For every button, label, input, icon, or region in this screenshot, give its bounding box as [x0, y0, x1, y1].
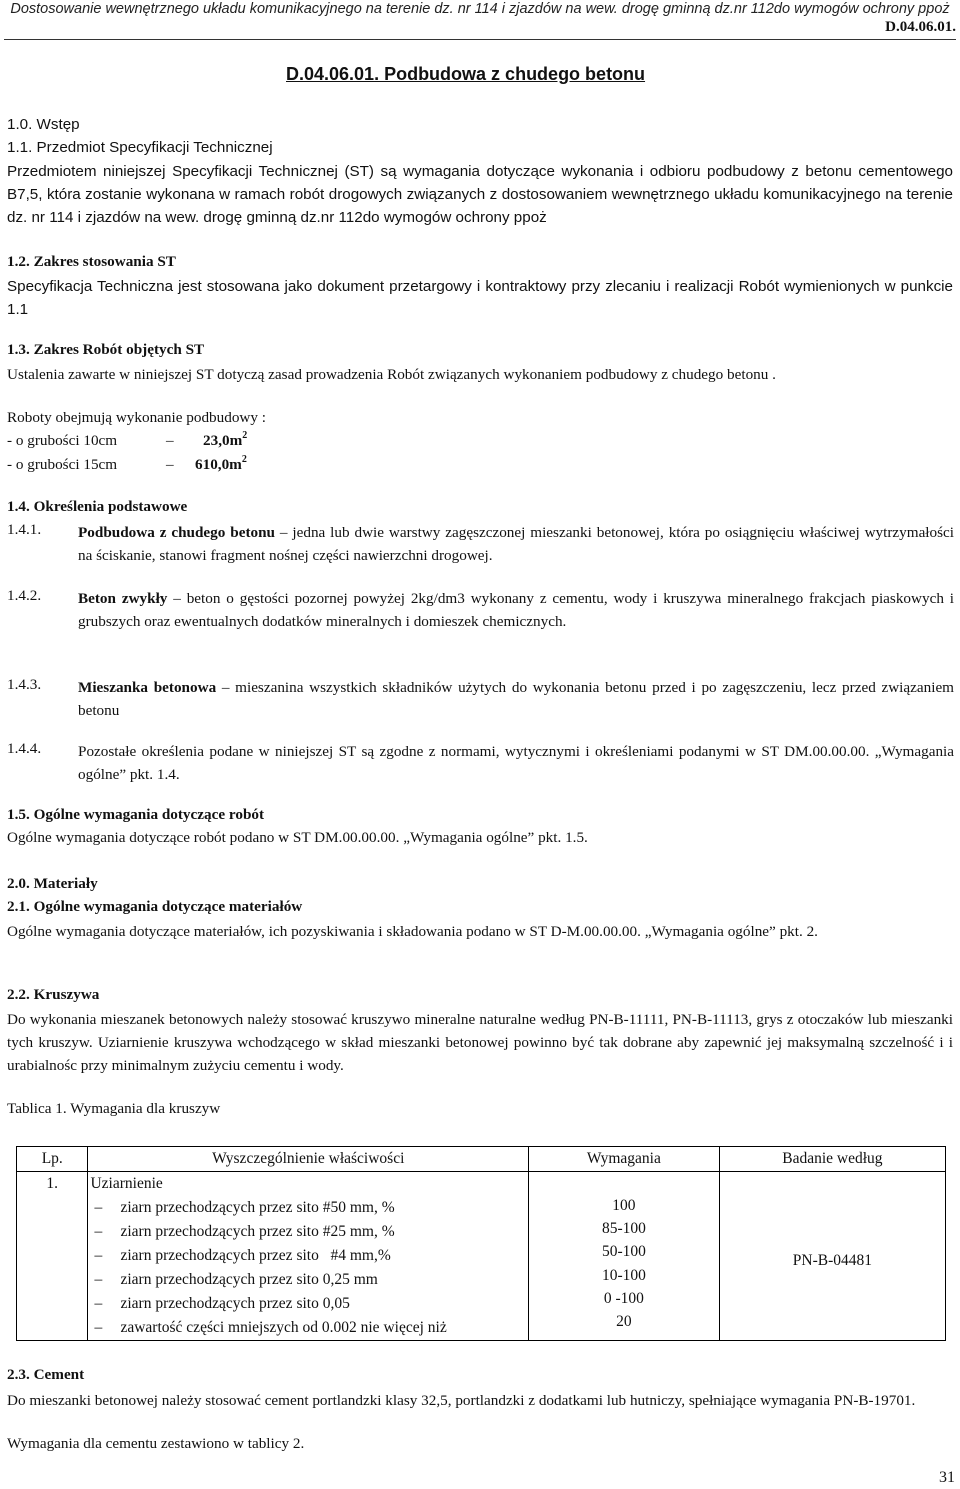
group-label: Uziarnienie — [90, 1175, 163, 1192]
column-header: Badanie według — [719, 1147, 945, 1172]
section-1-3-intro: Roboty obejmują wykonanie podbudowy : — [7, 409, 267, 426]
aggregate-requirements-table — [16, 1146, 946, 1341]
list-item: – ziarn przechodzących przez sito #50 mm, % — [94, 1199, 395, 1216]
document-title: D.04.06.01. Podbudowa z chudego betonu — [286, 64, 646, 84]
header-code: D.04.06.01. — [885, 19, 956, 35]
table-caption: Tablica 1. Wymagania dla kruszyw — [7, 1100, 221, 1117]
section-1-1-text: Przedmiotem niniejszej Specyfikacji Technicznej (ST) są wymagania dotyczące wykonania i odbioru podbudowy z betonu cementowego B7,5, która zostanie wykonana w ramach robót drogowych związanych z dostosowaniem wewnętrznego układu komunikacyjnego na terenie dz. nr 114 i zjazdów na wew. drogę gminną dz.nr 112do wymogów ochrony ppoż — [7, 163, 953, 226]
values-cell — [529, 1172, 720, 1341]
table-row — [17, 1172, 946, 1341]
section-1-1-heading: 1.1. Przedmiot Specyfikacji Technicznej — [7, 139, 273, 156]
requirement-value: 20 — [616, 1313, 632, 1331]
definition-text: Mieszanka betonowa – mieszanina wszystkich składników użytych do wykonania betonu przed i po zagęszczeniu, lecz przed związaniem betonu — [78, 679, 954, 719]
section-1-5-text: Ogólne wymagania dotyczące robót podano w ST DM.00.00.00. „Wymagania ogólne” pkt. 1.5. — [7, 829, 588, 846]
section-1-0-heading: 1.0. Wstęp — [7, 116, 80, 133]
properties-cell — [88, 1172, 529, 1341]
section-2-1-text: Ogólne wymagania dotyczące materiałów, ich pozyskiwania i składowania podano w ST D-M.00.00.00. „Wymagania ogólne” pkt. 2. — [7, 923, 818, 940]
requirement-value: 50-100 — [601, 1243, 646, 1261]
thickness-item: - o grubości 10cm – $23,0m^2$ — [7, 430, 248, 449]
section-2-3-note: Wymagania dla cementu zestawiono w tablicy 2. — [7, 1435, 305, 1452]
test-method: PN-B-04481 — [719, 1172, 945, 1341]
page-number: 31 — [939, 1469, 955, 1486]
section-2-2-heading: 2.2. Kruszywa — [7, 986, 100, 1003]
table-header-row — [17, 1147, 946, 1172]
definition-text: Pozostałe określenia podane w niniejszej ST są zgodne z normami, wytycznymi i określeniami podanymi w ST DM.00.00.00. „Wymagania ogólne” pkt. 1.4. — [78, 743, 954, 783]
thickness-item: - o grubości 15cm – $610,0m^2$ — [7, 454, 247, 473]
list-item: – ziarn przechodzących przez sito 0,05 — [94, 1295, 350, 1312]
requirement-value: 10-100 — [601, 1266, 646, 1284]
running-header: Dostosowanie wewnętrznego układu komunikacyjnego na terenie dz. nr 114 i zjazdów na wew. drogę gminną dz.nr 112do wymogów ochrony ppoż — [10, 1, 950, 17]
definition-number: 1.4.2. — [7, 587, 42, 604]
section-2-1-heading: 2.1. Ogólne wymagania dotyczące materiałów — [7, 898, 303, 915]
section-1-4-heading: 1.4. Określenia podstawowe — [7, 498, 188, 515]
header-divider — [4, 39, 956, 40]
definition-text: Beton zwykły – beton o gęstości pozornej powyżej 2kg/dm3 wykonany z cementu, wody i kruszywa mineralnego frakcjach piaskowych i grubszych oraz ewentualnych dodatków mineralnych i domieszek chemicznych. — [78, 590, 954, 630]
requirement-value: 85-100 — [601, 1220, 646, 1238]
section-2-2-text: Do wykonania mieszanek betonowych należy stosować kruszywo mineralne naturalne według PN-B-11111, PN-B-11113, grys z otoczaków lub mieszanki tych kruszyw. Uziarnienie kruszywa wchodzącego w skład mieszanki betonowej powinno być tak dobrane aby zapewnić jej maksymalną szczelność i i urabialnośc przy minimalnym zużyciu cementu i wody. — [7, 1011, 953, 1074]
column-header: Lp. — [17, 1147, 88, 1172]
column-header: Wymagania — [529, 1147, 720, 1172]
definition-number: 1.4.1. — [7, 521, 42, 538]
list-item: – zawartość części mniejszych od 0.002 nie więcej niż — [94, 1319, 447, 1336]
section-1-2-heading: 1.2. Zakres stosowania ST — [7, 253, 176, 270]
list-item: – ziarn przechodzących przez sito #25 mm, % — [94, 1223, 395, 1240]
row-number: 1. — [17, 1172, 88, 1341]
section-1-2-text: Specyfikacja Techniczna jest stosowana jako dokument przetargowy i kontraktowy przy zlecaniu i realizacji Robót wymienionych w punkcie 1.1 — [7, 278, 953, 318]
section-2-3-heading: 2.3. Cement — [7, 1366, 85, 1383]
list-item: – ziarn przechodzących przez sito #4 mm,% — [94, 1247, 391, 1264]
definition-text: Podbudowa z chudego betonu – jedna lub dwie warstwy zagęszczonej mieszanki betonowej, która po osiągnięciu właściwej wytrzymałości na ściskanie, stanowi fragment nośnej części nawierzchni drogowej. — [78, 524, 954, 564]
definition-number: 1.4.3. — [7, 676, 42, 693]
requirement-value: 0 -100 — [603, 1289, 644, 1307]
section-1-3-heading: 1.3. Zakres Robót objętych ST — [7, 341, 205, 358]
definition-number: 1.4.4. — [7, 740, 42, 757]
section-2-0-heading: 2.0. Materiały — [7, 875, 98, 892]
requirement-value: 100 — [612, 1197, 636, 1214]
list-item: – ziarn przechodzących przez sito 0,25 mm — [94, 1271, 378, 1288]
section-1-3-text: Ustalenia zawarte w niniejszej ST dotyczą zasad prowadzenia Robót związanych wykonaniem podbudowy z chudego betonu . — [7, 366, 776, 383]
section-1-5-heading: 1.5. Ogólne wymagania dotyczące robót — [7, 806, 265, 823]
column-header: Wyszczególnienie właściwości — [88, 1147, 529, 1172]
section-2-3-text: Do mieszanki betonowej należy stosować cement portlandzki klasy 32,5, portlandzki z dodatkami lub hutniczy, spełniające wymagania PN-B-19701. — [7, 1392, 916, 1409]
